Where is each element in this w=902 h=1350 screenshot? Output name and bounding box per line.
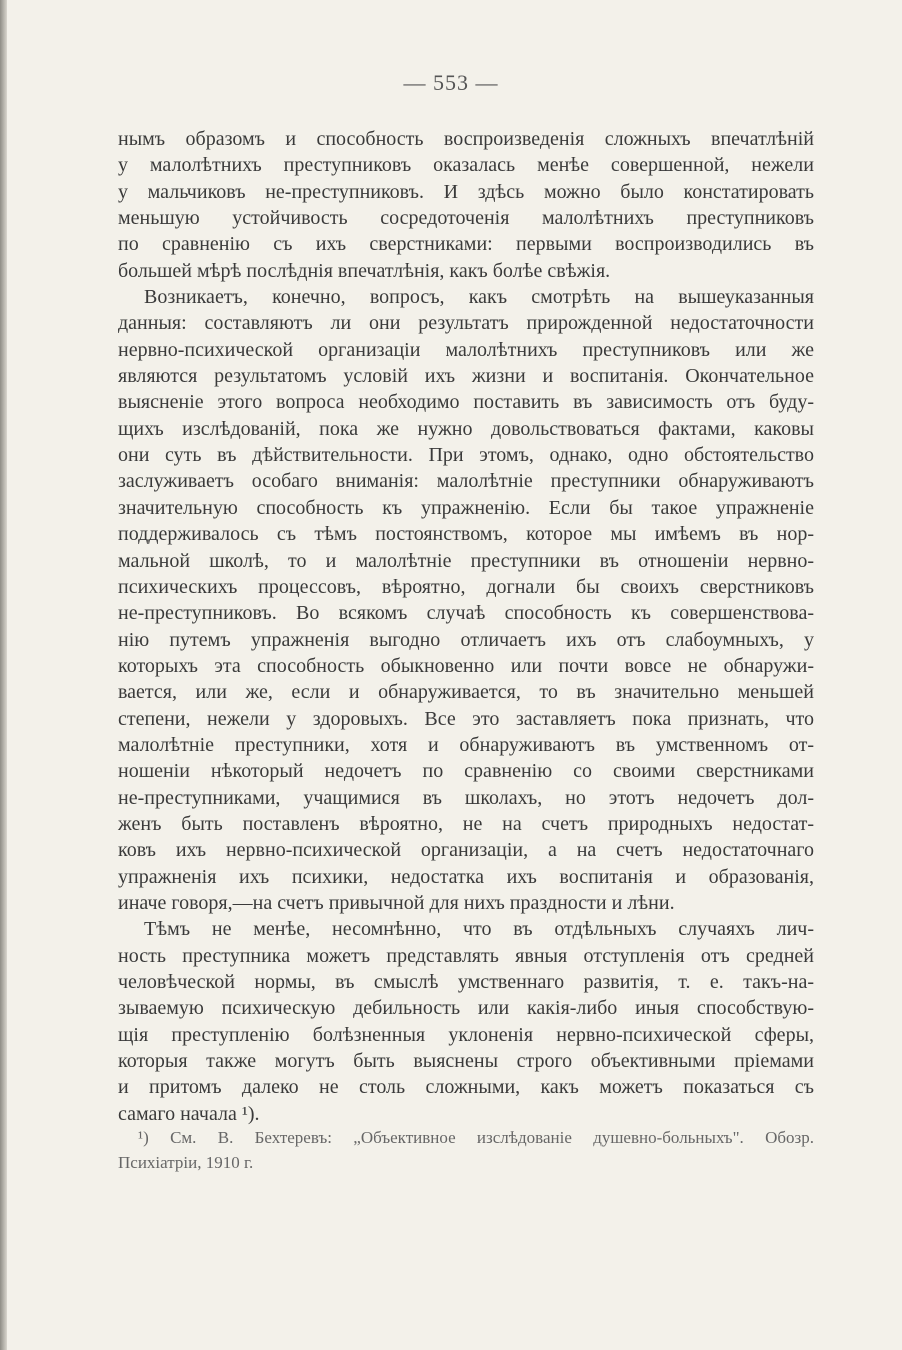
paragraph [118,916,814,1127]
text-line: зываемую психическую дебильность или какія-либо иныя способствую- [118,997,814,1020]
text-line: выясненіе этого вопроса необходимо поставить въ зависимость отъ буду- [118,391,814,414]
text-line: значительную способность къ упражненію. Если бы такое упражненіе [118,496,814,519]
text-line: данныя: составляютъ ли они результатъ прирожденной недостаточности [118,312,814,335]
text-line: не-преступниковъ. Во всякомъ случаѣ способность къ совершенствова- [118,602,814,625]
text-line: нію путемъ упражненія выгодно отличаетъ ихъ отъ слабоумныхъ, у [118,628,814,651]
text-line: у мальчиковъ не-преступниковъ. И здѣсь можно было констатировать [118,180,814,203]
text-line: Тѣмъ не менѣе, несомнѣнно, что въ отдѣльныхъ случаяхъ лич- [144,918,814,941]
text-line: и притомъ далеко не столь сложными, какъ можетъ показаться съ [118,1076,814,1099]
text-line: нервно-психической организаціи малолѣтнихъ преступниковъ или же [118,338,814,361]
footnote [118,1125,814,1175]
text-line: ношеніи нѣкоторый недочетъ по сравненію со своими сверстниками [118,760,814,783]
text-line: степени, нежели у здоровыхъ. Все это заставляетъ пока признать, что [118,707,814,730]
text-line: вается, или же, если и обнаруживается, то въ значительно меньшей [118,681,814,704]
text-line: они суть въ дѣйствительности. При этомъ, однако, одно обстоятельство [118,444,814,467]
text-line: которыхъ эта способность обыкновенно или почти вовсе не обнаружи- [118,654,814,677]
text-line: самаго начала ¹). [118,1102,260,1125]
paragraph [118,126,814,284]
text-line: нымъ образомъ и способность воспроизведенія сложныхъ впечатлѣній [118,128,814,150]
text-line: щихъ изслѣдованій, пока же нужно довольствоваться фактами, каковы [118,417,814,440]
paragraph [118,284,814,916]
body-text [118,126,814,1127]
footnote-line: ¹) См. В. Бехтеревъ: „Объективное изслѣдованіе душевно-больныхъ". Обозр. [138,1128,814,1147]
text-line: заслуживаетъ особаго вниманія: малолѣтніе преступники обнаруживаютъ [118,470,814,493]
text-line: щія преступленію болѣзненныя уклоненія нервно-психической сферы, [118,1023,814,1046]
page-number: — 553 — [403,70,499,95]
text-line: являются результатомъ условій ихъ жизни и воспитанія. Окончательное [118,365,814,388]
footnote-line: Психіатріи, 1910 г. [118,1153,254,1172]
text-line: которыя также могутъ быть выяснены строго объективными пріемами [118,1050,814,1073]
text-line: меньшую устойчивость сосредоточенія малолѣтнихъ преступниковъ [118,207,814,230]
text-line: поддерживалось съ тѣмъ постоянствомъ, которое мы имѣемъ въ нор- [118,523,814,546]
text-line: ность преступника можетъ представлять явныя отступленія отъ средней [118,944,814,967]
page-edge-shadow [0,0,7,1350]
text-line: не-преступниками, учащимися въ школахъ, но этотъ недочетъ дол- [118,786,814,809]
text-line: женъ быть поставленъ вѣроятно, не на счетъ природныхъ недостат- [118,812,814,835]
text-line: психическихъ процессовъ, вѣроятно, догнали бы своихъ сверстниковъ [118,575,814,598]
text-line: малолѣтніе преступники, хотя и обнаруживаютъ въ умственномъ от- [118,733,814,756]
text-line: упражненія ихъ психики, недостатка ихъ воспитанія и образованія, [118,865,814,888]
text-line: у малолѣтнихъ преступниковъ оказалась менѣе совершенной, нежели [118,154,814,177]
text-line: человѣческой нормы, въ смыслѣ умственнаго развитія, т. е. такъ-на- [118,971,814,993]
text-line: Возникаетъ, конечно, вопросъ, какъ смотрѣть на вышеуказанныя [144,286,814,309]
text-line: мальной школѣ, то и малолѣтніе преступники въ отношеніи нервно- [118,549,814,572]
text-line: по сравненію съ ихъ сверстниками: первыми воспроизводились въ [118,233,814,256]
text-line: ковъ ихъ нервно-психической организаціи, а на счетъ недостаточнаго [118,839,814,862]
text-line: большей мѣрѣ послѣднія впечатлѣнія, какъ болѣе свѣжія. [118,259,611,282]
text-line: иначе говоря,—на счетъ привычной для нихъ праздности и лѣни. [118,891,675,914]
